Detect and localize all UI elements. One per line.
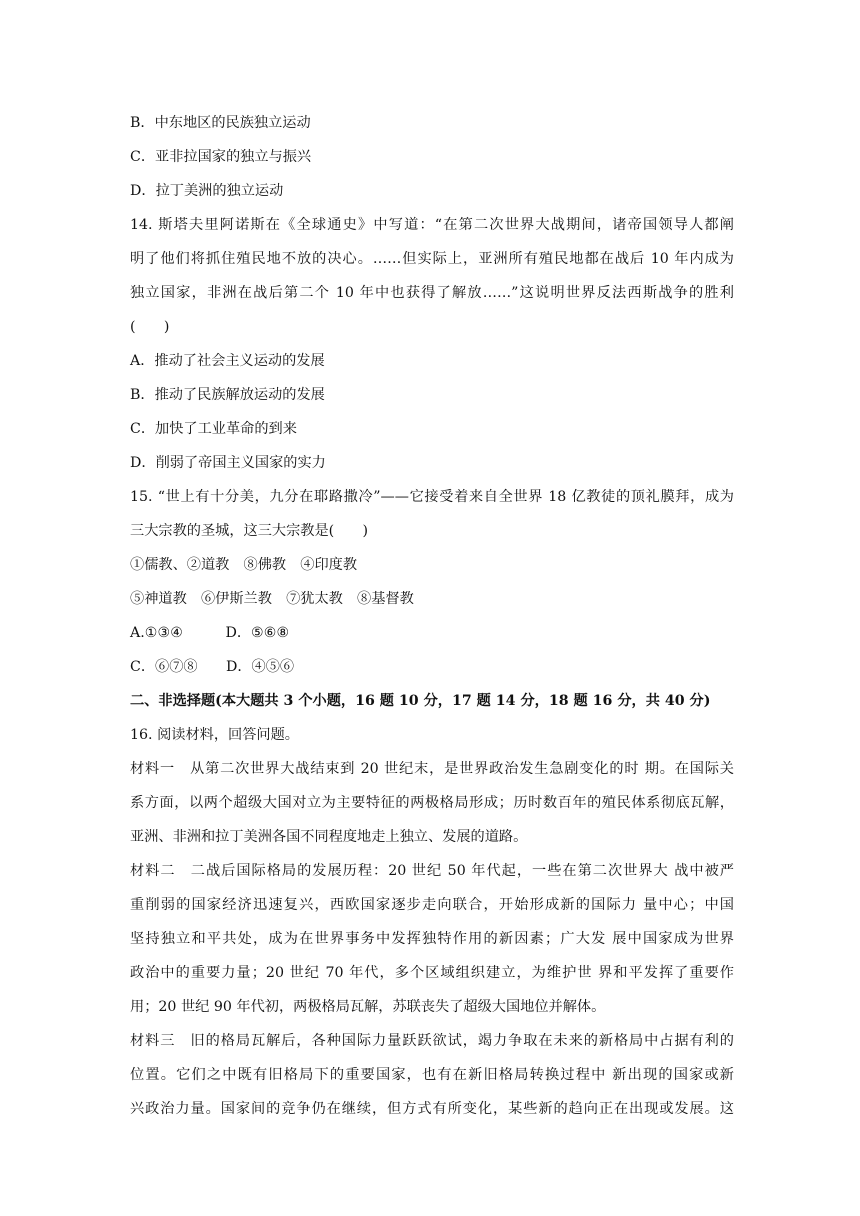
- material-3-line-1: 材料三 旧的格局瓦解后，各种国际力量跃跃欲试，竭力争取在未来的新格局中占据有利的: [130, 1033, 734, 1049]
- material-1-line-1: 材料一 从第二次世界大战结束到 20 世纪末，是世界政治发生急剧变化的时 期。在国际关: [130, 761, 734, 777]
- question-14-line-3: 独立国家，非洲在战后第二个 10 年中也获得了解放……”这说明世界反法西斯战争的胜利: [130, 285, 734, 301]
- material-1-line-3: 亚洲、非洲和拉丁美洲各国不同程度地走上独立、发展的道路。: [130, 829, 528, 845]
- question-14-option-b: B．推动了民族解放运动的发展: [130, 387, 325, 403]
- question-14-answer-blank: ( ): [130, 319, 170, 335]
- material-1-line-2: 系方面，以两个超级大国对立为主要特征的两极格局形成；历时数百年的殖民体系彻底瓦解，: [130, 795, 734, 811]
- question-15-options-cd: C．⑥⑦⑧ D．④⑤⑥: [130, 659, 295, 675]
- question-14-option-d: D．削弱了帝国主义国家的实力: [130, 455, 326, 471]
- question-15-choices-1: ①儒教、②道教 ⑧佛教 ④印度教: [130, 557, 358, 573]
- material-3-line-2: 位置。它们之中既有旧格局下的重要国家，也有在新旧格局转换过程中 新出现的国家或新: [130, 1067, 734, 1083]
- material-2-line-3: 坚持独立和平共处，成为在世界事务中发挥独特作用的新因素；广大发 展中国家成为世界: [130, 931, 734, 947]
- section-heading: 二、非选择题(本大题共 3 个小题，16 题 10 分，17 题 14 分，18 题 16 分，共 40 分): [130, 693, 711, 709]
- question-15-choices-2: ⑤神道教 ⑥伊斯兰教 ⑦犹太教 ⑧基督教: [130, 591, 414, 607]
- question-14-line-2: 明了他们将抓住殖民地不放的决心。……但实际上，亚洲所有殖民地都在战后 10 年内成为: [130, 251, 734, 267]
- question-14-line-1: 14. 斯塔夫里阿诺斯在《全球通史》中写道：“在第二次世界大战期间，诸帝国领导人都阐: [130, 217, 734, 233]
- document-body: [130, 106, 734, 1126]
- material-2-line-4: 政治中的重要力量；20 世纪 70 年代，多个区域组织建立，为维护世 界和平发挥了重要作: [130, 965, 734, 981]
- material-2-line-1: 材料二 二战后国际格局的发展历程：20 世纪 50 年代起，一些在第二次世界大 战中被严: [130, 863, 734, 879]
- question-14-option-a: A．推动了社会主义运动的发展: [130, 353, 325, 369]
- material-2-line-2: 重削弱的国家经济迅速复兴，西欧国家逐步走向联合，开始形成新的国际力 量中心；中国: [130, 897, 734, 913]
- question-15-options-ad: A.①③④ D．⑤⑥⑧: [130, 625, 290, 641]
- material-2-line-5: 用；20 世纪 90 年代初，两极格局瓦解，苏联丧失了超级大国地位并解体。: [130, 999, 606, 1015]
- option-b-line: B．中东地区的民族独立运动: [130, 115, 311, 131]
- option-d-line: D．拉丁美洲的独立运动: [130, 183, 284, 199]
- question-16-heading: 16. 阅读材料，回答问题。: [130, 727, 299, 743]
- question-14-option-c: C．加快了工业革命的到来: [130, 421, 297, 437]
- question-15-line-1: 15. “世上有十分美，九分在耶路撒冷”——它接受着来自全世界 18 亿教徒的顶礼膜拜，成为: [130, 489, 734, 505]
- material-3-line-3: 兴政治力量。国家间的竞争仍在继续，但方式有所变化，某些新的趋向正在出现或发展。这: [130, 1101, 734, 1117]
- option-c-line: C．亚非拉国家的独立与振兴: [130, 149, 312, 165]
- question-15-line-2: 三大宗教的圣城，这三大宗教是( ): [130, 523, 369, 539]
